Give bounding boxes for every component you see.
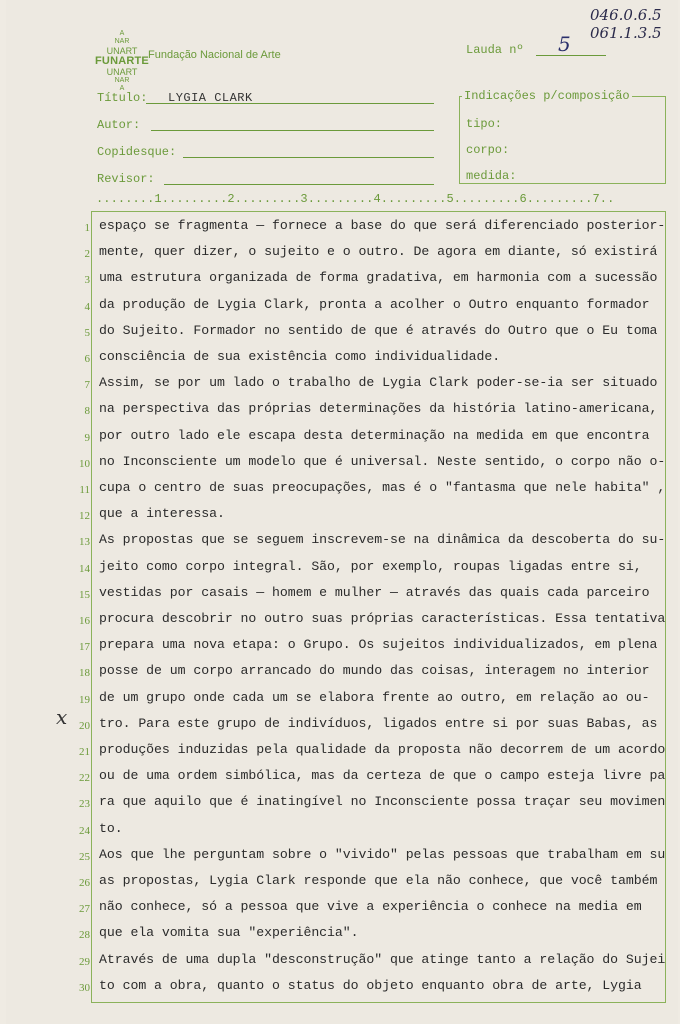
line-number: 7: [84, 379, 90, 392]
text-line: Assim, se por um lado o trabalho de Lygia Clark poder-se-ia ser situado: [99, 375, 658, 391]
line-number: 15: [79, 588, 90, 601]
revisor-line: [164, 184, 434, 185]
copidesque-label: Copidesque:: [97, 145, 177, 159]
corpo-label: corpo:: [466, 143, 510, 157]
line-number: 10: [79, 457, 90, 470]
line-number: 30: [79, 981, 90, 994]
text-line: posse de um corpo arrancado do mundo das coisas, interagem no interior: [99, 663, 650, 679]
text-line: to.: [99, 820, 123, 836]
text-line: do Sujeito. Formador no sentido de que é através do Outro que o Eu toma: [99, 322, 658, 338]
line-number: 22: [79, 772, 90, 785]
text-line: no Inconsciente um modelo que é universal. Neste sentido, o corpo não o-: [99, 453, 666, 469]
line-number: 8: [84, 405, 90, 418]
text-line: que a interessa.: [99, 506, 225, 522]
line-number: 9: [84, 431, 90, 444]
archive-code-1: 046.0.6.5: [590, 6, 662, 24]
line-number: 21: [79, 746, 90, 758]
logo-bottom-3: A: [119, 85, 125, 92]
line-number: 12: [79, 510, 90, 523]
text-line: As propostas que se seguem inscrevem-se na dinâmica da descoberta do su-: [99, 532, 666, 548]
text-line: da produção de Lygia Clark, pronta a acolher o Outro enquanto formador: [99, 296, 650, 312]
text-line: Através de uma dupla "desconstrução" que atinge tanto a relação do Sujei: [99, 951, 666, 967]
logo-bottom-1: UNART: [106, 67, 138, 77]
text-line: uma estrutura organizada de forma gradativa, em harmonia com a sucessão: [99, 270, 658, 286]
text-line: to com a obra, quanto o status do objeto enquanto obra de arte, Lygia: [99, 977, 642, 993]
line-number: 16: [79, 615, 90, 627]
line-number: 24: [79, 824, 90, 837]
column-ruler: ........1.........2.........3.........4.........5.........6.........7..: [96, 192, 615, 206]
line-number: 18: [79, 667, 90, 680]
text-line: por outro lado ele escapa desta determinação na medida em que encontra: [99, 427, 650, 443]
line-number: 4: [84, 300, 90, 313]
text-line: jeito como corpo integral. São, por exemplo, roupas ligadas entre si,: [99, 558, 642, 574]
logo-top-2: NAR: [114, 38, 130, 45]
line-number: 29: [79, 955, 90, 968]
titulo-value: LYGIA CLARK: [168, 91, 253, 105]
autor-label: Autor:: [97, 118, 141, 132]
lauda-label: Lauda nº: [466, 43, 524, 57]
text-line: mente, quer dizer, o sujeito e o outro. De agora em diante, só existirá: [99, 244, 658, 260]
line-number: 27: [79, 903, 90, 916]
text-line: produções induzidas pela qualidade da proposta não decorrem de um acordo: [99, 742, 666, 757]
text-line: ou de uma ordem simbólica, mas da certeza de que o campo esteja livre pa: [99, 768, 666, 784]
logo-bottom-2: NAR: [114, 77, 130, 84]
text-line: procura descobrir no outro suas próprias características. Essa tentativa: [99, 611, 666, 626]
autor-line: [151, 130, 434, 131]
text-line: não conhece, só a pessoa que vive a experiência o conhece na media em: [99, 899, 642, 915]
archive-code: [590, 6, 662, 42]
line-number: 14: [79, 562, 90, 575]
line-number: 19: [79, 693, 90, 706]
margin-mark: x: [56, 705, 68, 729]
logo-institution-name: Fundação Nacional de Arte: [148, 49, 281, 61]
line-number: 11: [79, 484, 90, 496]
line-number: 23: [79, 798, 90, 811]
revisor-label: Revisor:: [97, 172, 155, 186]
archive-code-2: 061.1.3.5: [590, 24, 662, 42]
line-number: 17: [79, 641, 90, 654]
logo-top-1: A: [119, 30, 125, 37]
text-line: cupa o centro de suas preocupações, mas é o "fantasma que nele habita" ,: [99, 480, 666, 495]
text-line: consciência de sua existência como individualidade.: [99, 349, 501, 364]
funarte-logo: [92, 30, 152, 93]
titulo-label: Título:: [97, 91, 148, 105]
text-line: prepara uma nova etapa: o Grupo. Os sujeitos individualizados, em plena: [99, 637, 658, 653]
logo-main: FUNARTE: [95, 55, 149, 67]
text-line: na perspectiva das próprias determinações da história latino-americana,: [99, 401, 658, 417]
text-line: Aos que lhe perguntam sobre o "vivido" pelas pessoas que trabalham em su: [99, 846, 666, 862]
line-number: 20: [79, 719, 90, 732]
copidesque-line: [183, 157, 434, 158]
tipo-label: tipo:: [466, 117, 503, 131]
text-line: tro. Para este grupo de indivíduos, ligados entre si por suas Babas, as: [99, 715, 658, 731]
medida-label: medida:: [466, 169, 517, 183]
lauda-line: [536, 55, 606, 56]
text-line: vestidas por casais — homem e mulher — através das quais cada parceiro: [99, 584, 650, 600]
text-line: de um grupo onde cada um se elabora frente ao outro, em relação ao ou-: [99, 689, 650, 705]
line-number: 1: [84, 222, 90, 234]
indicacoes-title: Indicações p/composição: [464, 89, 630, 103]
line-number: 5: [84, 326, 90, 339]
text-line: que ela vomita sua "experiência".: [99, 925, 359, 941]
line-number: 28: [79, 929, 90, 942]
logo-top-3: UNART: [106, 46, 138, 56]
line-number: 2: [84, 248, 90, 261]
line-number: 6: [84, 353, 90, 365]
line-number: 26: [79, 877, 90, 889]
text-line: espaço se fragmenta — fornece a base do que será diferenciado posterior-: [99, 218, 666, 233]
line-number: 3: [84, 274, 90, 287]
text-line: as propostas, Lygia Clark responde que ela não conhece, que você também: [99, 873, 658, 888]
line-number: 25: [79, 850, 90, 863]
lauda-value: 5: [558, 32, 571, 56]
line-number: 13: [79, 536, 90, 549]
text-line: ra que aquilo que é inatingível no Inconsciente possa traçar seu movimen: [99, 794, 666, 810]
